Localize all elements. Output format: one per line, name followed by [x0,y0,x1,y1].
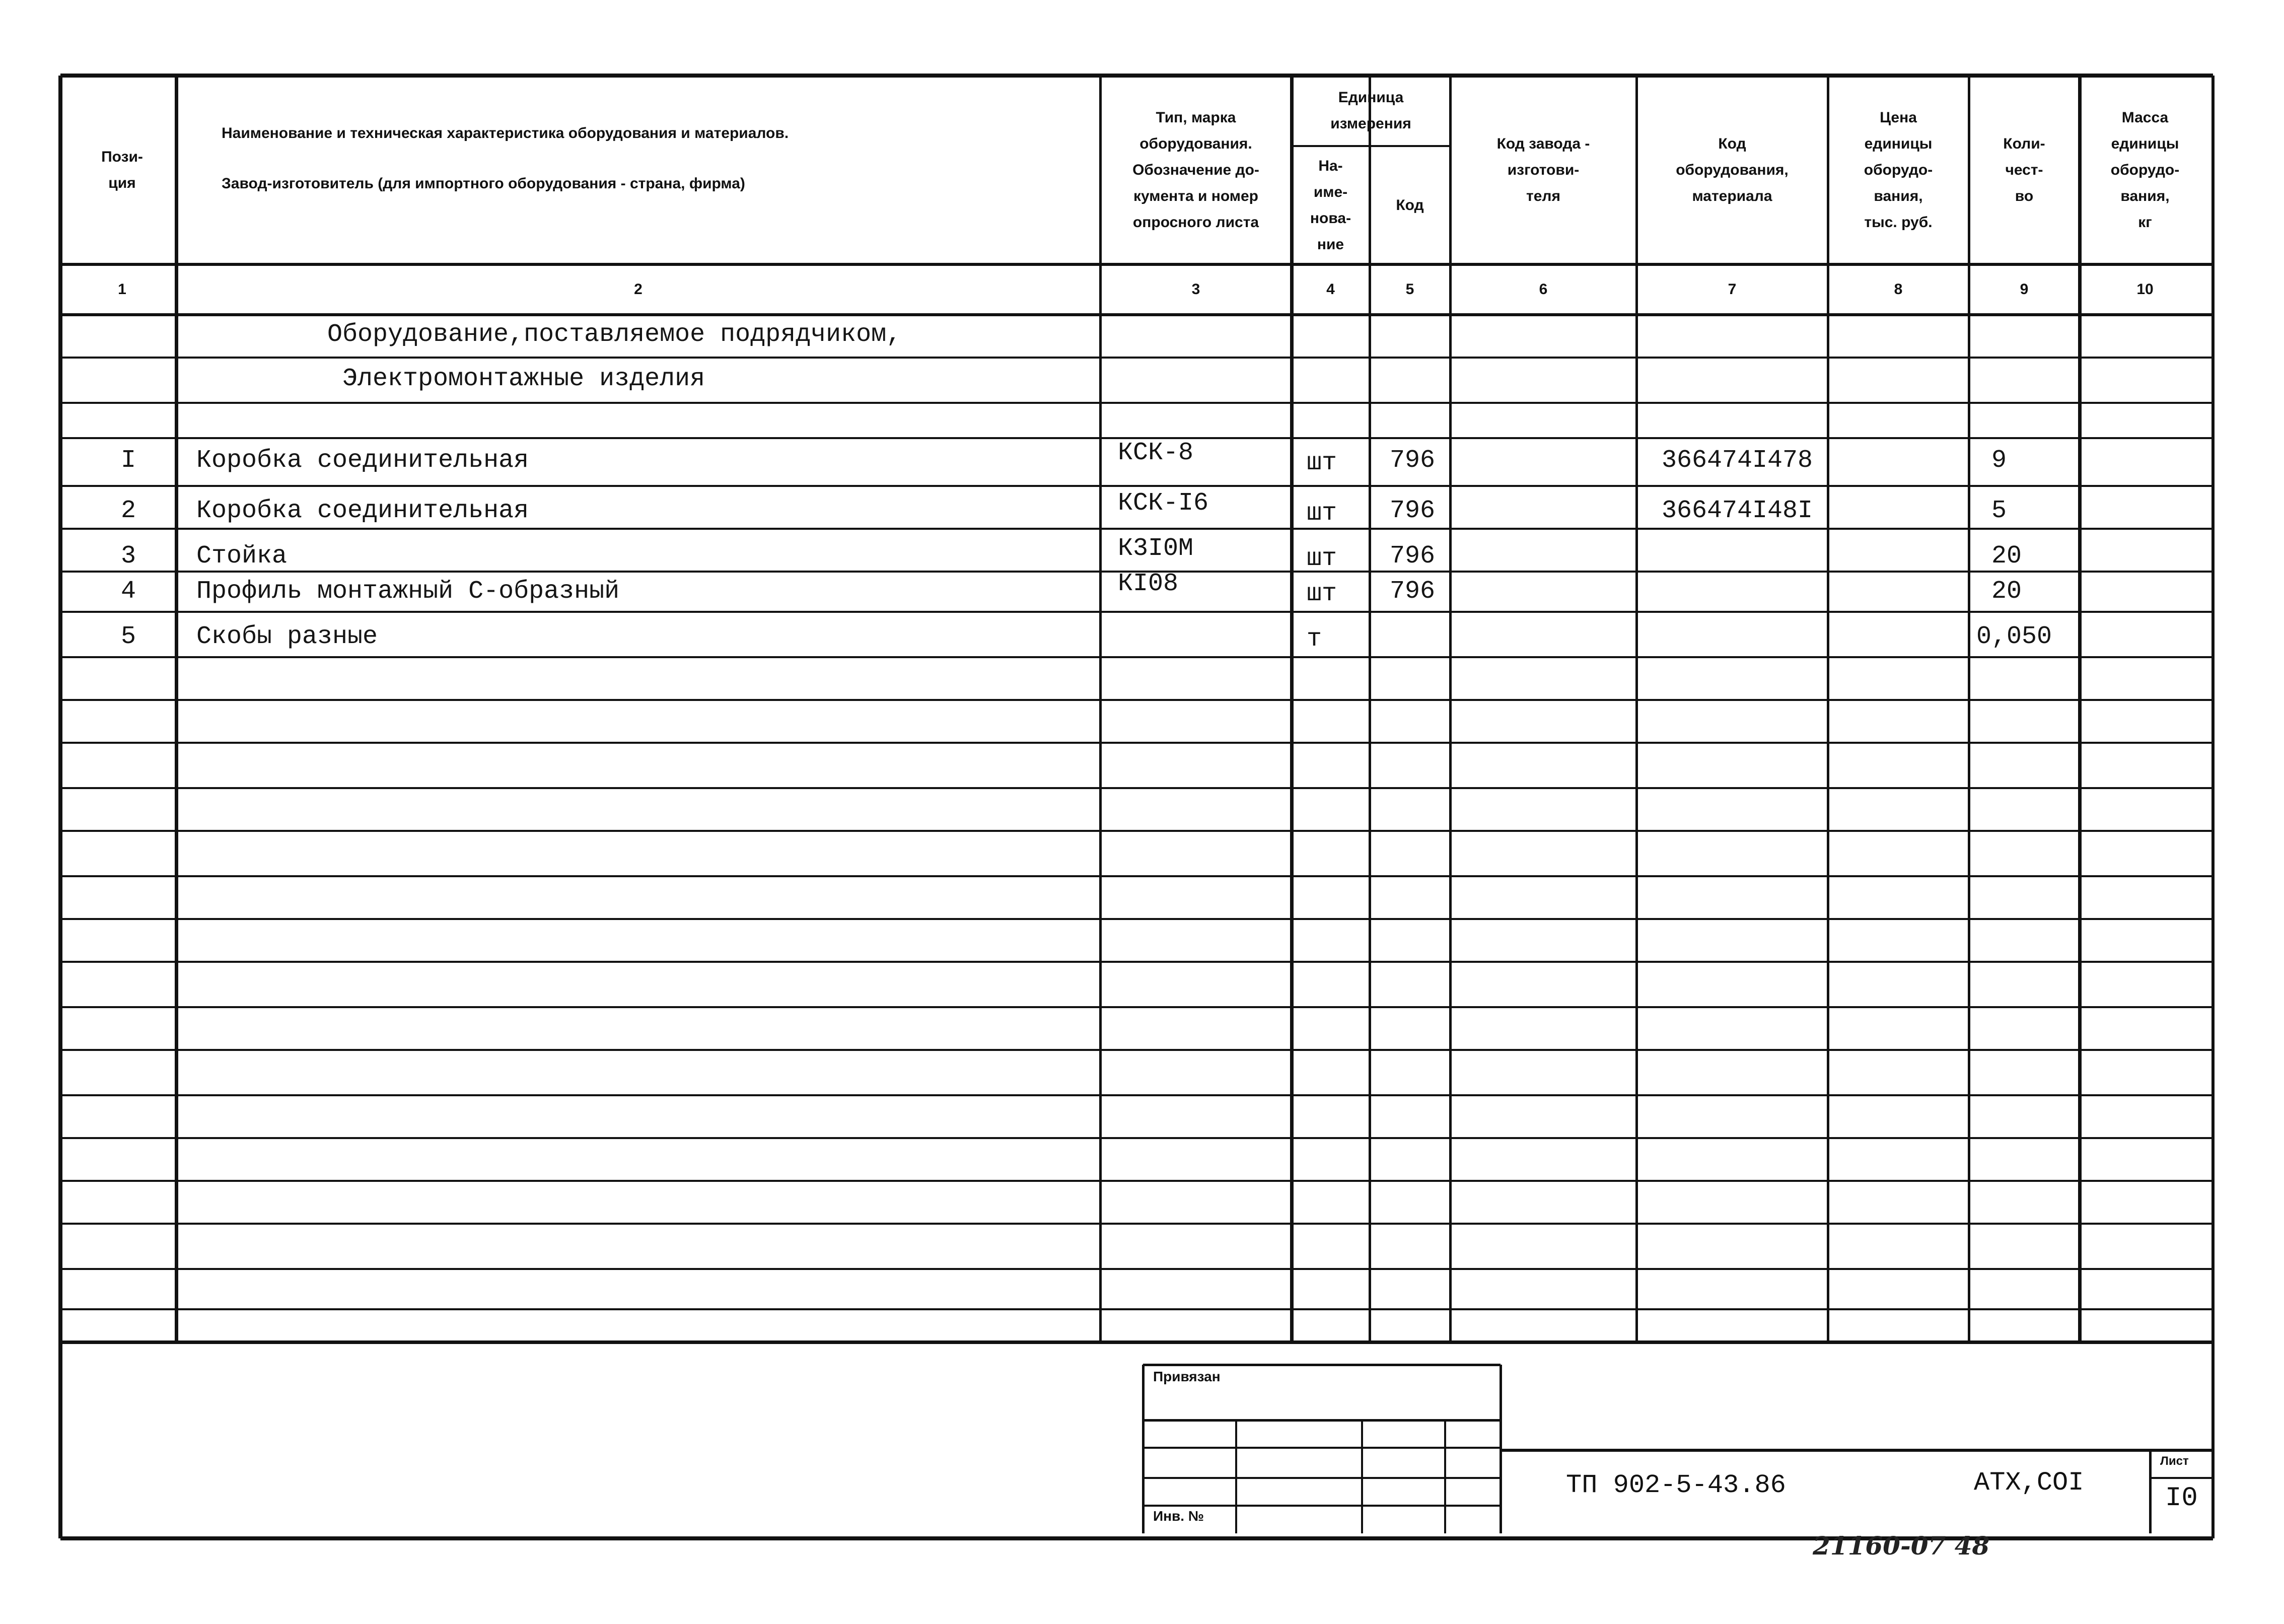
frame-right [2211,76,2215,1538]
sheet-label: Лист [2160,1454,2189,1468]
stamp-line [1501,1449,2213,1452]
row-type: К3I0М [1118,534,1194,563]
stamp-linked-label: Привязан [1153,1369,1221,1384]
column-number: 6 [1539,281,1548,298]
table-row-line [60,1137,2213,1139]
table-row-line [60,1006,2213,1008]
table-row-line [60,742,2213,744]
header-unit-name: На- име- нова- ние [1310,157,1351,253]
stamp-line [1143,1477,1501,1479]
table-row-line [60,1308,2213,1310]
row-quantity: 5 [1991,497,2007,525]
table-row-line [60,1223,2213,1225]
header-quantity: Коли- чест- во [2003,135,2045,204]
stamp-line [2150,1477,2213,1479]
header-manufacturer: Завод-изготовитель (для импортного оборудования - страна, фирма) [222,175,745,192]
table-row-line [60,1094,2213,1096]
row-unit-code: 796 [1390,577,1436,606]
table-row-line [60,528,2213,530]
stamp-line [1444,1420,1446,1533]
document-code: ТП 902-5-43.86 [1566,1470,1786,1500]
row-unit-code: 796 [1390,497,1436,525]
row-position: 4 [121,577,136,606]
stamp-inventory-label: Инв. № [1153,1508,1204,1524]
column-number: 9 [2020,281,2029,298]
row-quantity: 20 [1991,577,2022,606]
stamp-line [2149,1450,2152,1533]
row-quantity: 0,050 [1976,622,2052,651]
handwritten-archive-number: 21160-07 48 [1813,1531,1990,1561]
table-row-line [60,656,2213,658]
row-name: Скобы разные [196,622,378,651]
header-position: Пози- ция [101,148,143,191]
column-number: 5 [1405,281,1414,298]
column-number: 3 [1191,281,1200,298]
section-subtitle: Электромонтажные изделия [342,365,705,393]
header-unit-code: Код [1396,196,1424,214]
table-row-line [60,961,2213,963]
section-title: Оборудование,поставляемое подрядчиком, [327,320,902,349]
row-unit: шт [1307,580,1337,608]
table-row-line [60,1180,2213,1182]
row-type: КСК-I6 [1118,489,1209,518]
sheet-mark: АТХ,СОI [1974,1468,2084,1498]
column-number: 7 [1728,281,1737,298]
row-position: I [121,446,136,475]
row-position: 3 [121,542,136,571]
sheet-number: I0 [2165,1483,2198,1514]
stamp-line [1143,1447,1501,1449]
table-row-line [60,830,2213,832]
row-item-code: 366474I48I [1662,497,1813,525]
row-name: Коробка соединительная [196,446,529,475]
table-row-line [60,1268,2213,1270]
row-name: Стойка [196,542,288,571]
row-quantity: 9 [1991,446,2007,475]
stamp-line [1235,1420,1237,1533]
row-unit: т [1307,625,1322,654]
column-number: 2 [634,281,643,298]
table-row-line [60,875,2213,877]
header-type: Тип, марка оборудования. Обозначение до- кумента и номер опросного листа [1132,109,1259,231]
stamp-line [1142,1365,1145,1533]
stamp-line [1143,1505,1501,1507]
table-row-line [60,699,2213,701]
header-unit-group: Единица измерения [1330,89,1411,132]
stamp-line [1143,1419,1501,1422]
column-number: 10 [2136,281,2154,298]
table-row-line [60,357,2213,359]
row-unit: шт [1307,544,1337,573]
column-number: 1 [118,281,126,298]
row-name: Профиль монтажный С-образный [196,577,620,606]
table-bottom [60,1340,2213,1344]
table-row-line [60,402,2213,404]
row-unit: шт [1307,449,1337,477]
table-row-line [60,611,2213,613]
table-row-line [60,787,2213,789]
column-number: 4 [1326,281,1335,298]
column-number: 8 [1894,281,1903,298]
header-price: Цена единицы оборудо- вания, тыс. руб. [1864,109,1933,231]
header-name: Наименование и техническая характеристика оборудования и материалов. [222,125,789,142]
header-manufacturer-code: Код завода - изготови- теля [1496,135,1590,204]
row-position: 2 [121,497,136,525]
row-name: Коробка соединительная [196,497,529,525]
table-row-line [60,485,2213,487]
row-unit-code: 796 [1390,446,1436,475]
stamp-line [1143,1364,1501,1366]
table-row-line [60,918,2213,920]
row-unit-code: 796 [1390,542,1436,571]
row-unit: шт [1307,499,1337,528]
row-item-code: 366474I478 [1662,446,1813,475]
table-row-line [60,1049,2213,1051]
header-mass: Масса единицы оборудо- вания, кг [2110,109,2180,231]
row-type: КI08 [1118,570,1179,598]
row-position: 5 [121,622,136,651]
header-item-code: Код оборудования, материала [1676,135,1789,204]
row-type: КСК-8 [1118,439,1194,467]
stamp-line [1361,1420,1363,1533]
row-quantity: 20 [1991,542,2022,571]
frame-left [58,76,62,1538]
